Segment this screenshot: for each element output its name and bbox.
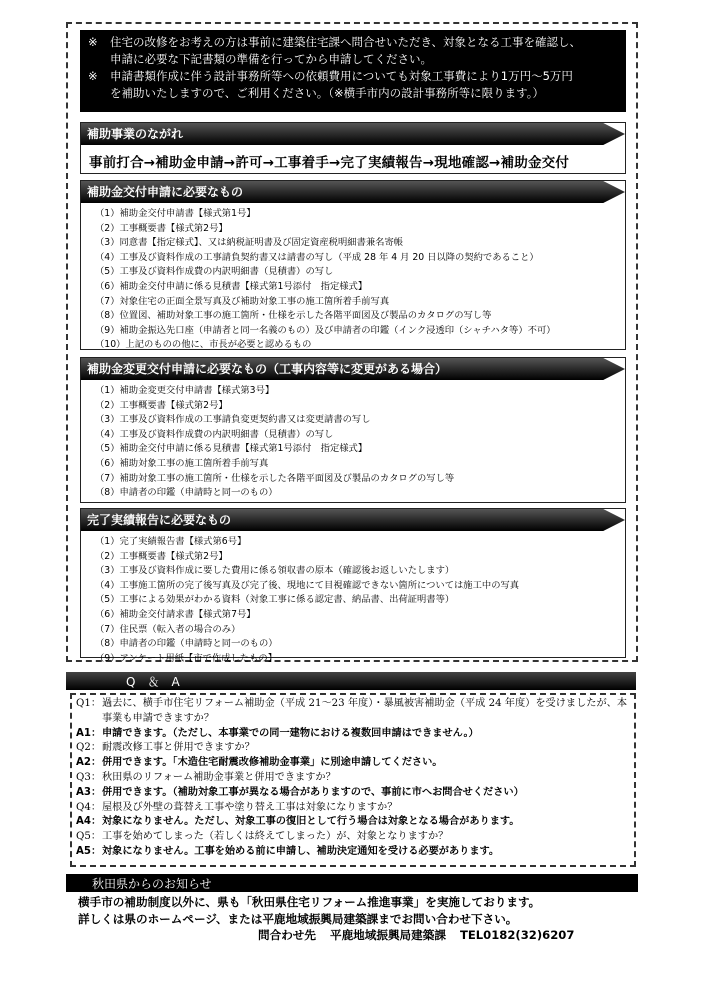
qa-question: Q3： 秋田県のリフォーム補助金事業と併用できますか？ (76, 771, 336, 783)
list-item: （9）アンケート用紙【市で作成したもの】 (95, 652, 277, 664)
qa-question: Q1： 過去に、横手市住宅リフォーム補助金（平成 21～23 年度）・暴風被害補助金（平成 24 年度）を受けましたが、本事業も申請できますか？ (76, 698, 628, 724)
qa-answer: A1： 申請できます。（ただし、本事業での同一建物における複数回申請はできません。） (76, 727, 479, 739)
completion-header (81, 509, 625, 531)
list-item: （5）補助金交付申請に係る見積書【様式第1号添付 指定様式】 (95, 443, 368, 455)
list-item: （1）補助金交付申請書【様式第1号】 (95, 208, 256, 219)
list-item: （7）補助対象工事の施工箇所・仕様を示した各階平面図及び製品のカタログの写し等 (95, 472, 455, 484)
list-item: （7）住民票（転入者の場合のみ） (95, 623, 241, 635)
list-item: （6）補助対象工事の施工箇所着手前写真 (95, 457, 269, 469)
application-title: 補助金交付申請に必要なもの (87, 185, 244, 199)
contact-org: 平鹿地域振興局建築課 (329, 928, 446, 942)
qa-question: Q5： 工事を始めてしまった（若しくは終えてしまった）が、対象となりますか？ (76, 831, 449, 843)
application-header (81, 181, 625, 203)
qa-header (66, 672, 636, 690)
akita-line-2: 詳しくは県のホームページ、または平鹿地域振興局建築課までお問い合わせ下さい。 (78, 912, 518, 926)
notice-box (80, 30, 626, 112)
change-list (81, 380, 625, 503)
flow-section (80, 122, 626, 174)
flow-title: 補助事業のながれ (87, 127, 184, 141)
completion-title: 完了実績報告に必要なもの (87, 513, 232, 527)
qa-answer: A2： 併用できます。「木造住宅耐震改修補助金事業」に別途申請してください。 (76, 757, 443, 769)
contact-info (258, 927, 588, 943)
completion-section (80, 508, 626, 664)
list-item: （1）完了実績報告書【様式第6号】 (95, 536, 247, 547)
list-item: （8）申請者の印鑑（申請時と同一のもの） (95, 487, 278, 499)
list-item: （7）対象住宅の正面全景写真及び補助対象工事の施工箇所着手前写真 (95, 295, 390, 307)
list-item: （3）同意書【指定様式】、又は納税証明書及び固定資産税明細書兼名寄帳 (95, 237, 404, 249)
list-item: （4）工事及び資料作成費の内訳明細書（見積書）の写し (95, 428, 334, 440)
qa-title: Q＆A (126, 675, 192, 689)
application-section (80, 180, 626, 350)
list-item: （10）上記のものの他に、市長が必要と認めるもの (95, 339, 312, 351)
list-item: （9）補助金振込先口座（申請者と同一名義のもの）及び申請者の印鑑（インク浸透印（シャチハタ等）不可） (95, 324, 556, 336)
akita-header (66, 874, 638, 892)
contact-label: 問合わせ先 (258, 928, 316, 942)
list-item: （5）工事による効果がわかる資料（対象工事に係る認定書、納品書、出荷証明書等） (95, 594, 455, 606)
application-list (81, 203, 625, 355)
list-item: （2）工事概要書【様式第2号】 (95, 222, 228, 234)
change-title: 補助金変更交付申請に必要なもの（工事内容等に変更がある場合） (87, 362, 448, 376)
list-item: （4）工事及び資料作成の工事請負契約書又は請書の写し（平成 28 年 4 月 20 日以降の契約であること） (95, 251, 539, 263)
qa-question: Q4： 屋根及び外壁の葺替え工事や塗り替え工事は対象になりますか？ (76, 801, 398, 813)
change-header (81, 358, 625, 380)
contact-tel: TEL0182(32)6207 (459, 928, 575, 942)
list-item: （6）補助金交付申請に係る見積書【様式第1号添付 指定様式】 (95, 280, 368, 292)
qa-answer: A5： 対象になりません。工事を始める前に申請し、補助決定通知を受ける必要があります。 (76, 845, 500, 857)
list-item: （5）工事及び資料作成費の内訳明細書（見積書）の写し (95, 266, 334, 278)
list-item: （1）補助金変更交付申請書【様式第3号】 (95, 385, 275, 396)
list-item: （8）位置図、補助対象工事の施工箇所・仕様を示した各階平面図及び製品のカタログの写し等 (95, 310, 492, 322)
list-item: （4）工事施工箇所の完了後写真及び完了後、現地にて目視確認できない箇所については施工中の写真 (95, 579, 520, 591)
qa-answer: A3： 併用できます。（補助対象工事が異なる場合がありますので、事前に市へお問合せください） (76, 786, 524, 798)
list-item: （6）補助金交付請求書【様式第7号】 (95, 608, 256, 620)
list-item: （8）申請者の印鑑（申請時と同一のもの） (95, 638, 278, 650)
list-item: （3）工事及び資料作成の工事請負変更契約書又は変更請書の写し (95, 414, 371, 426)
notice-line: を補助いたしますので、ご利用ください。（※横手市内の設計事務所等に限ります。） (110, 86, 544, 100)
qa-question: Q2： 耐震改修工事と併用できますか？ (76, 742, 255, 754)
notice-line: ※ 住宅の改修をお考えの方は事前に建築住宅課へ問合せいただき、対象となる工事を確認し、 (88, 35, 582, 49)
flow-header (81, 123, 625, 145)
change-section (80, 357, 626, 503)
notice-line: ※ 申請書類作成に伴う設計事務所等への依頼費用についても対象工事費により1万円～5万円 (88, 69, 573, 83)
list-item: （2）工事概要書【様式第2号】 (95, 550, 228, 562)
akita-line-1: 横手市の補助制度以外に、県も「秋田県住宅リフォーム推進事業」を実施しております。 (78, 895, 541, 909)
qa-box (70, 693, 636, 867)
notice-line: 申請に必要な下記書類の準備を行ってから申請してください。 (110, 52, 432, 66)
akita-notice (78, 894, 638, 928)
qa-answer: A4： 対象になりません。ただし、対象工事の復旧として行う場合は対象となる場合があります。 (76, 816, 520, 828)
list-item: （3）工事及び資料作成に要した費用に係る領収書の原本（確認後お返しいたします） (95, 565, 455, 577)
list-item: （2）工事概要書【様式第2号】 (95, 399, 228, 411)
akita-title: 秋田県からのお知らせ (92, 877, 212, 891)
flow-steps: 事前打合→補助金申請→許可→工事着手→完了実績報告→現地確認→補助金交付 (89, 155, 570, 171)
completion-list (81, 531, 625, 668)
